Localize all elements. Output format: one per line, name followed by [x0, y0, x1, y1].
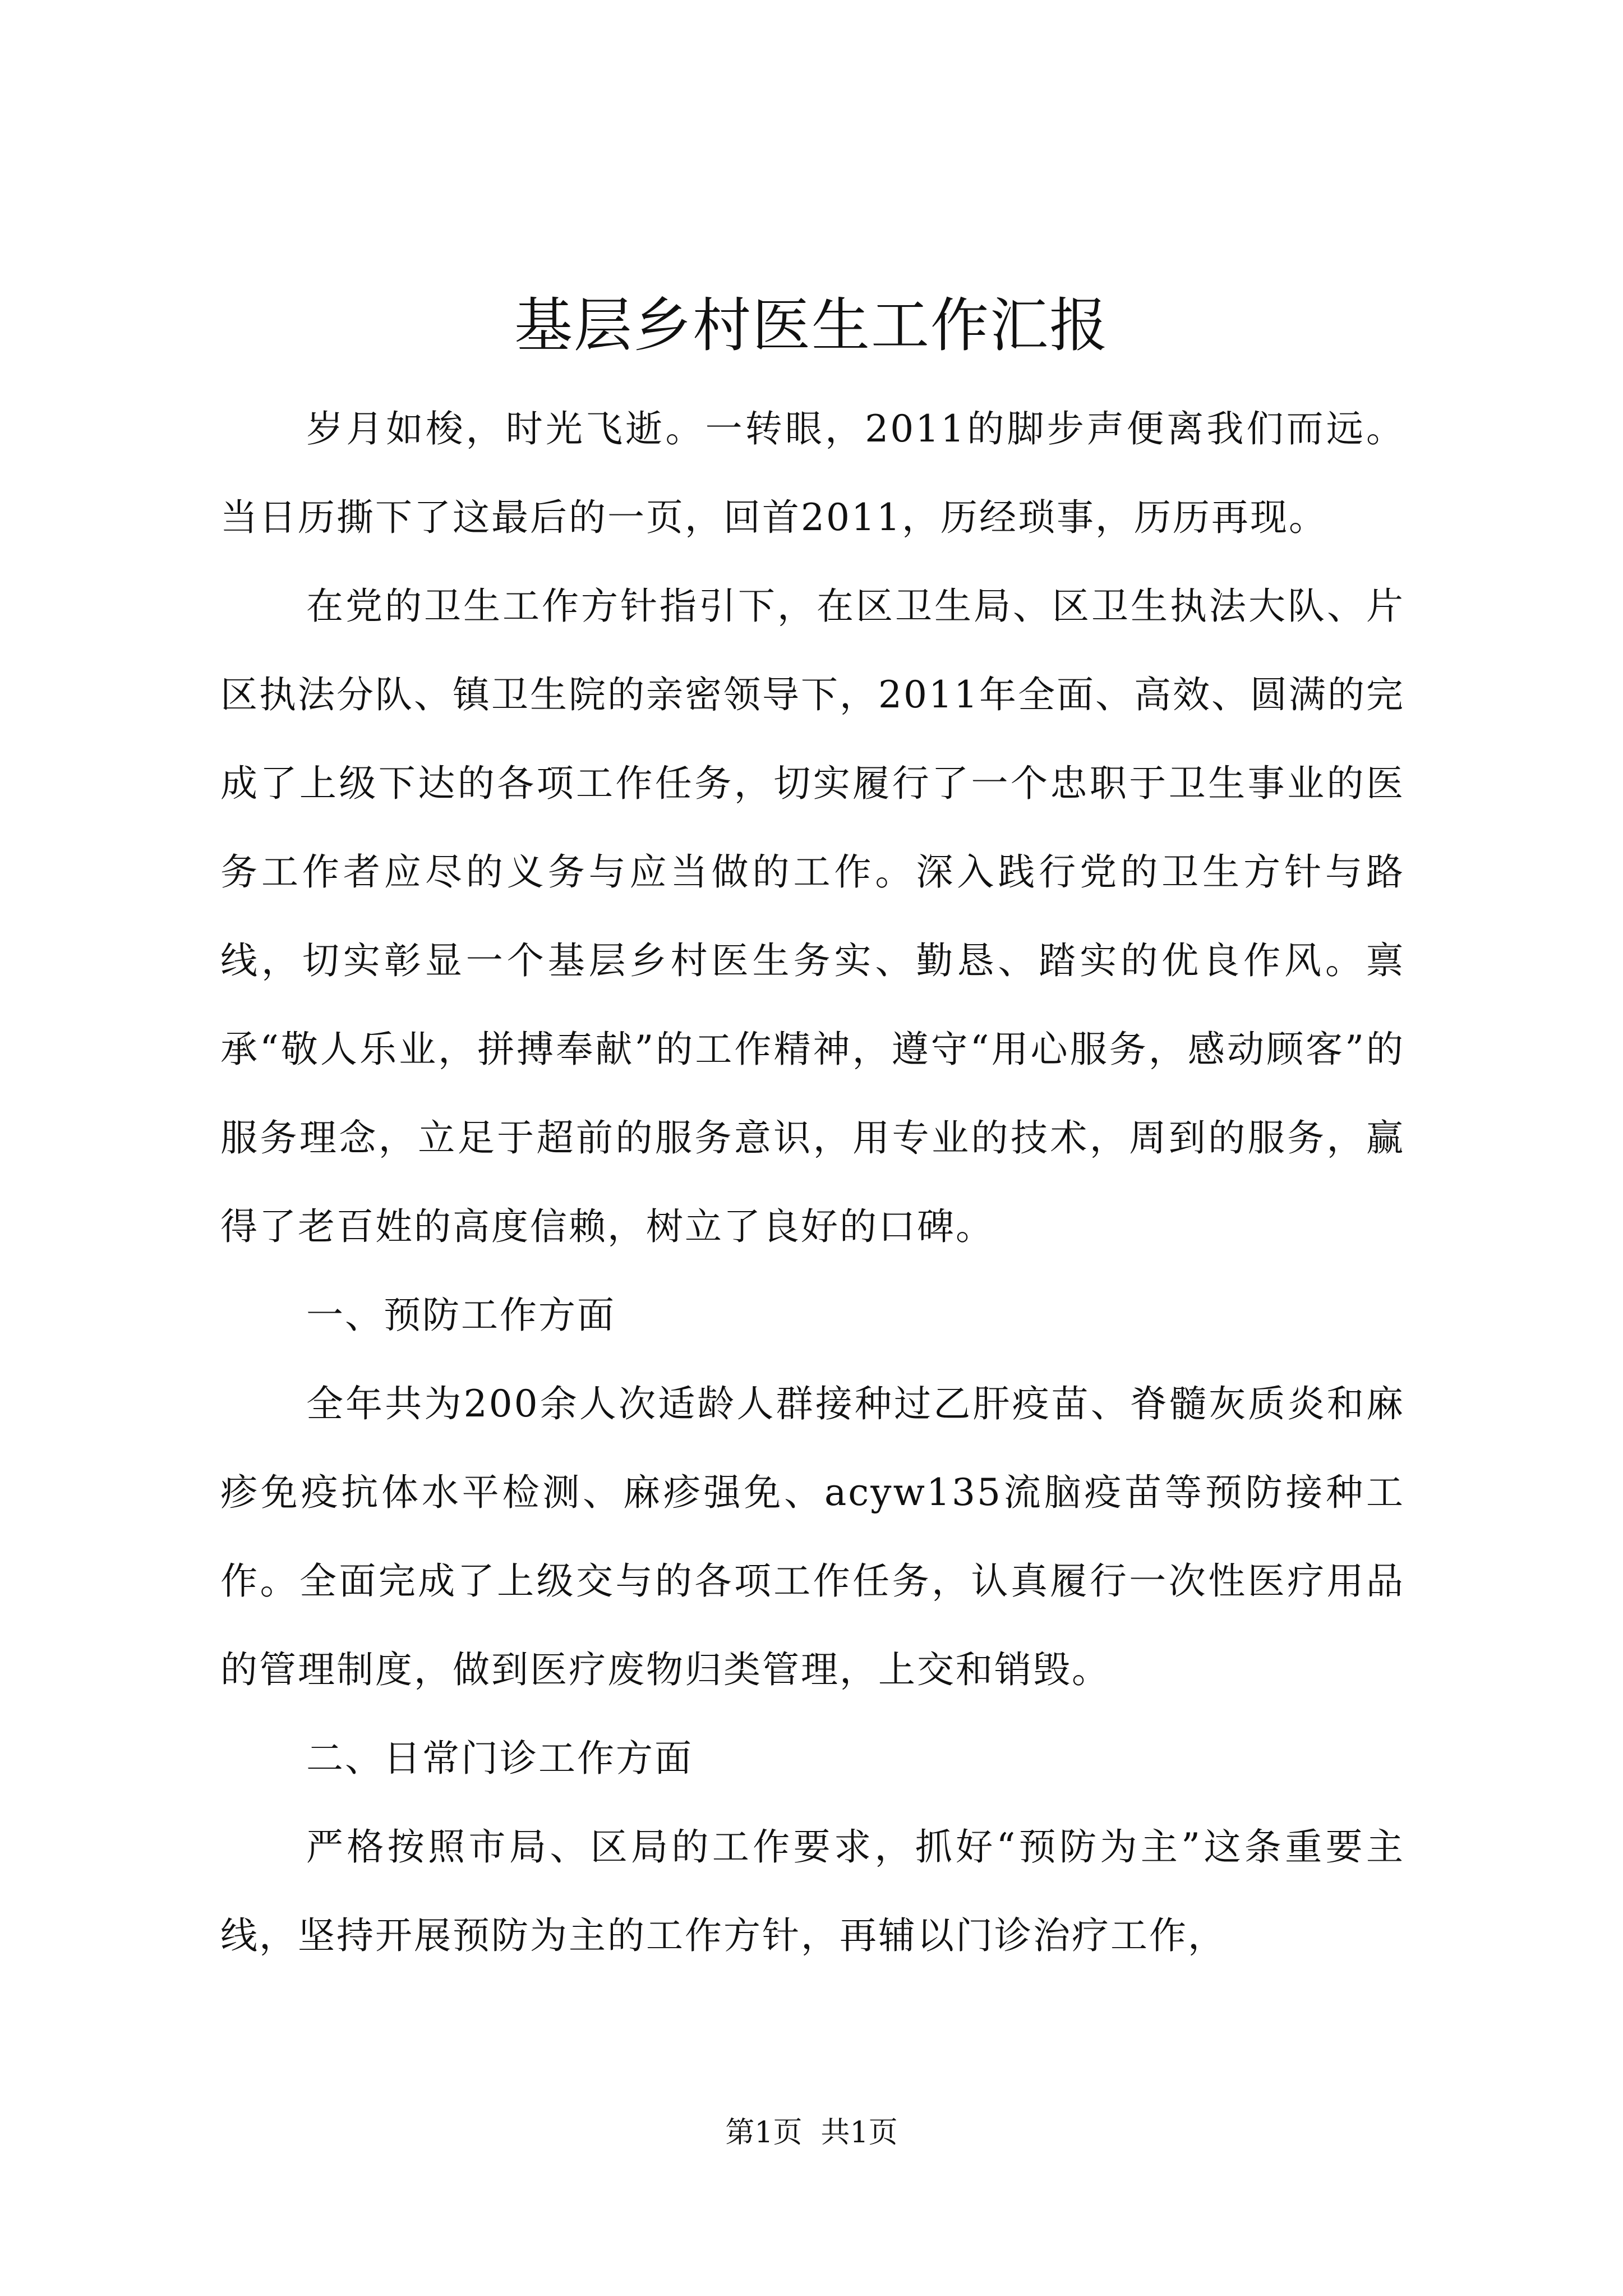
paragraph-outpatient: 严格按照市局、区局的工作要求，抓好“预防为主”这条重要主线，坚持开展预防为主的工作方针，再辅以门诊治疗工作， — [220, 1825, 1405, 1957]
document-title: 基层乡村医生工作汇报 — [514, 291, 1109, 360]
section-heading-prevention: 一、预防工作方面 — [306, 1294, 616, 1337]
document-body — [220, 385, 1405, 1980]
paragraph-prevention: 全年共为200余人次适龄人群接种过乙肝疫苗、脊髓灰质炎和麻疹免疫抗体水平检测、麻疹强免、acyw135流脑疫苗等预防接种工作。全面完成了上级交与的各项工作任务，认真履行一次性医疗用品的管理制度，做到医疗废物归类管理，上交和销毁。 — [220, 1382, 1405, 1691]
page-footer — [0, 2115, 1623, 2151]
page-number: 第1页 共1页 — [725, 2116, 898, 2150]
paragraph-overview: 在党的卫生工作方针指引下，在区卫生局、区卫生执法大队、片区执法分队、镇卫生院的亲密领导下，2011年全面、高效、圆满的完成了上级下达的各项工作任务，切实履行了一个忠职于卫生事业的医务工作者应尽的义务与应当做的工作。深入践行党的卫生方针与路线，切实彰显一个基层乡村医生务实、勤恳、踏实的优良作风。禀承“敬人乐业，拼搏奉献”的工作精神，遵守“用心服务，感动顾客”的服务理念，立足于超前的服务意识，用专业的技术，周到的服务，赢得了老百姓的高度信赖，树立了良好的口碑。 — [220, 585, 1405, 1248]
section-heading-outpatient: 二、日常门诊工作方面 — [306, 1737, 693, 1780]
paragraph-intro: 岁月如梭，时光飞逝。一转眼，2011的脚步声便离我们而远。当日历撕下了这最后的一页，回首2011，历经琐事，历历再现。 — [220, 407, 1405, 539]
